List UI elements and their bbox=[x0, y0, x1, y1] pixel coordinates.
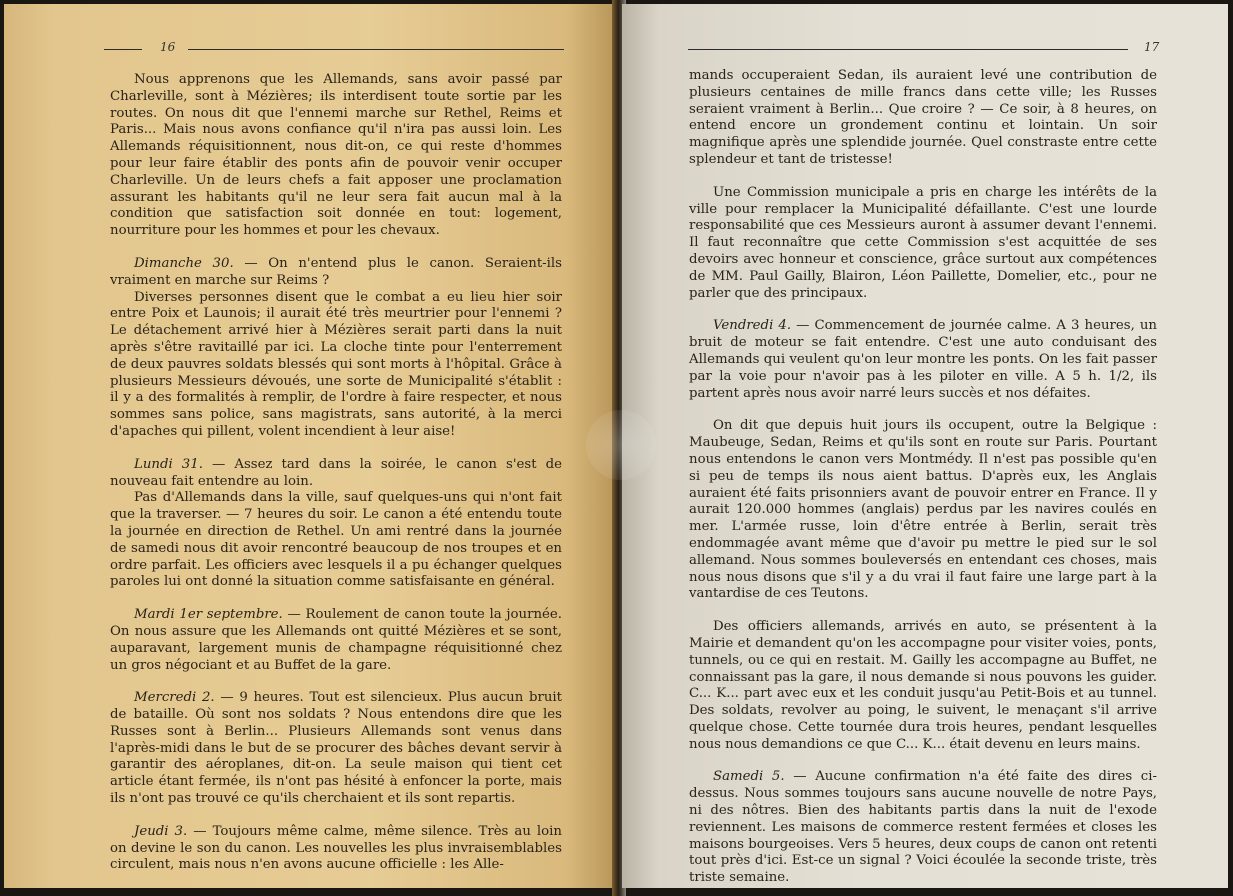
page-number: 16 bbox=[160, 40, 176, 54]
paragraph bbox=[689, 68, 1157, 169]
paper-stain bbox=[586, 410, 656, 480]
paragraph bbox=[110, 457, 562, 491]
paragraph bbox=[689, 619, 1157, 753]
paragraph-text: — Toujours même calme, même silence. Très au loin on devine le son du canon. Les nouvelles les plus invraisemblables circulent, mais nous n'en avons aucune officielle : les Alle- bbox=[110, 823, 562, 873]
date-heading: Jeudi 3. bbox=[134, 823, 188, 839]
paragraph-gap bbox=[110, 441, 562, 457]
paragraph-text: On dit que depuis huit jours ils occupent, outre la Belgique : Maubeuge, Sedan, Reims et qu'ils sont en route sur Paris. Pourtant nous entendons le canon vers Montmédy. Il n'est pas possible qu'en si peu de temps ils nous aient battus. D'après eux, les Anglais auraient été faits prisonniers avant de pouvoir entrer en France. Il y aurait 120.000 hommes (anglais) perdus par les navires coulés en mer. L'armée russe, loin d'être entrée à Berlin, serait très endommagée avant même que d'avoir pu mettre le pied sur le sol allemand. Nous sommes bouleversés en entendant ces choses, mais nous nous disons que s'il y a du vrai il faut faire une large part à la vantardise de ces Teutons. bbox=[689, 418, 1157, 602]
date-heading: Lundi 31. bbox=[134, 456, 203, 472]
right-page bbox=[622, 4, 1228, 888]
date-heading: Mardi 1er septembre. bbox=[134, 607, 283, 623]
paragraph bbox=[110, 824, 562, 874]
date-heading: Vendredi 4. bbox=[713, 318, 792, 334]
paragraph-gap bbox=[110, 808, 562, 824]
page-number: 17 bbox=[1144, 40, 1160, 54]
date-heading: Dimanche 30. bbox=[134, 255, 234, 271]
date-heading: Mercredi 2. bbox=[134, 690, 215, 706]
paragraph bbox=[689, 769, 1157, 887]
paragraph-text: Une Commission municipale a pris en charge les intérêts de la ville pour remplacer la Municipalité défaillante. C'est une lourde responsabilité que ces Messieurs auront à assumer devant l'ennemi. Il faut reconnaître que cette Commission s'est acquittée de ses devoirs avec honneur et conscience, grâce surtout aux compétences de MM. Paul Gailly, Blairon, Léon Paillette, Domelier, etc., pour ne parler que des principaux. bbox=[689, 184, 1157, 301]
paragraph bbox=[110, 607, 562, 674]
paragraph-text: — 9 heures. Tout est silencieux. Plus aucun bruit de bataille. Où sont nos soldats ? Nous entendons dire que les Russes sont à Berlin... Plusieurs Allemands sont venus dans l'après-midi dans le but de se procurer des bâches devant servir à garantir des aéroplanes, dit-on. La seule maison qui tient cet article étant fermée, ils n'ont pas hésité à enfoncer la porte, mais ils n'ont pas trouvé ce qu'ils cherchaient et ils sont repartis. bbox=[110, 690, 562, 807]
paragraph-text: Des officiers allemands, arrivés en auto, se présentent à la Mairie et demandent qu'on les accompagne pour visiter voies, ponts, tunnels, ou ce qui en restait. M. Gailly les accompagne au Buffet, ne connaissant pas la gare, il nous demande si nous pouvons les guider. C... K... part avec eux et les conduit jusqu'au Petit-Bois et au tunnel. Des soldats, revolver au poing, le suivent, le menaçant s'il arrive quelque chose. Cette tournée dura trois heures, pendant lesquelles nous nous demandions ce que C... K... était devenu en leurs mains. bbox=[689, 619, 1157, 752]
left-page-body bbox=[110, 72, 562, 874]
paragraph-gap bbox=[689, 402, 1157, 418]
right-page-body bbox=[689, 68, 1157, 887]
paragraph-text: — Assez tard dans la soirée, le canon s'est de nouveau fait entendre au loin. bbox=[110, 456, 562, 489]
paragraph-text: — Commencement de journée calme. A 3 heures, un bruit de moteur se fait entendre. C'est une auto conduisant des Allemands qui veulent qu'on leur montre les ponts. On les fait passer par la voie pour n'avoir pas à les piloter en ville. A 5 h. 1/2, ils partent après nous avoir narré leurs succès et nos défaites. bbox=[689, 318, 1157, 401]
paragraph-text: — Roulement de canon toute la journée. On nous assure que les Allemands ont quitté Mézières et se sont, auparavant, largement munis de champagne réquisitionné chez un gros négociant et au Buffet de la gare. bbox=[110, 607, 562, 673]
right-page-header bbox=[688, 40, 1168, 58]
paragraph-text: Diverses personnes disent que le combat a eu lieu hier soir entre Poix et Launois; il aurait été très meurtrier pour l'ennemi ? Le détachement arrivé hier à Mézières serait parti dans la nuit après s'être ravitaillé par ici. La cloche tinte pour l'enterrement de deux pauvres soldats blessés qui sont morts à l'hôpital. Grâce à plusieurs Messieurs dévoués, une sorte de Municipalité s'établit : il y a des formalités à remplir, de l'ordre à faire respecter, et nous sommes sans police, sans magistrats, sans autorité, à la merci d'apaches qui pillent, volent incendient à leur aise! bbox=[110, 289, 562, 439]
header-rule bbox=[688, 49, 1128, 50]
paragraph bbox=[110, 72, 562, 240]
paragraph-text: — On n'entend plus le canon. Seraient-ils vraiment en marche sur Reims ? bbox=[110, 255, 562, 288]
paragraph-text: — Aucune confirmation n'a été faite des dires ci-dessus. Nous sommes toujours sans aucune nouvelle de notre Pays, ni des nôtres. Bien des habitants partis dans la nuit de l'exode reviennent. Les maisons de commerce restent fermées et closes les maisons bourgeoises. Vers 5 heures, deux coups de canon ont retenti tout près d'ici. Est-ce un signal ? Voici écoulée la seconde triste, très triste semaine. bbox=[689, 769, 1157, 886]
paragraph-gap bbox=[689, 302, 1157, 318]
date-heading: Samedi 5. bbox=[713, 769, 785, 785]
paragraph bbox=[689, 418, 1157, 603]
paragraph-text: mands occuperaient Sedan, ils auraient levé une contribution de plusieurs centaines de mille francs dans cette ville; les Russes seraient vraiment à Berlin... Que croire ? — Ce soir, à 8 heures, on entend encore un grondement continu et lointain. Un soir magnifique après une splendide journée. Quel constraste entre cette splendeur et tant de tristesse! bbox=[689, 68, 1157, 167]
header-rule bbox=[188, 49, 564, 50]
paragraph-gap bbox=[110, 591, 562, 607]
paragraph bbox=[110, 290, 562, 441]
paragraph-gap bbox=[689, 753, 1157, 769]
paragraph-gap bbox=[689, 603, 1157, 619]
header-rule bbox=[104, 49, 142, 50]
paragraph-text: Nous apprenons que les Allemands, sans avoir passé par Charleville, sont à Mézières; ils interdisent toute sortie par les routes. On nous dit que l'ennemi marche sur Rethel, Reims et Paris... Mais nous avons confiance qu'il n'ira pas aussi loin. Les Allemands réquisitionnent, nous dit-on, ce qui reste d'hommes pour leur faire établir des ponts afin de pouvoir venir occuper Charleville. Un de leurs chefs a fait apposer une proclamation assurant les habitants qu'il ne leur sera fait aucun mal à la condition que satisfaction soit donnée en tout: logement, nourriture pour les hommes et pour les chevaux. bbox=[110, 72, 562, 239]
paragraph bbox=[689, 185, 1157, 303]
paragraph-text: Pas d'Allemands dans la ville, sauf quelques-uns qui n'ont fait que la traverser. — 7 heures du soir. Le canon a été entendu toute la journée en direction de Rethel. Un ami rentré dans la journée de samedi nous dit avoir rencontré beaucoup de nos troupes et en ordre parfait. Les officiers avec lesquels il a pu échanger quelques paroles lui ont donné la situation comme satisfaisante en général. bbox=[110, 490, 562, 590]
paragraph-gap bbox=[110, 674, 562, 690]
paragraph bbox=[689, 318, 1157, 402]
paragraph bbox=[110, 690, 562, 808]
paragraph bbox=[110, 256, 562, 290]
paragraph-gap bbox=[689, 169, 1157, 185]
left-page bbox=[4, 4, 616, 888]
paragraph-gap bbox=[110, 240, 562, 256]
paragraph bbox=[110, 490, 562, 591]
left-page-header bbox=[104, 40, 564, 58]
